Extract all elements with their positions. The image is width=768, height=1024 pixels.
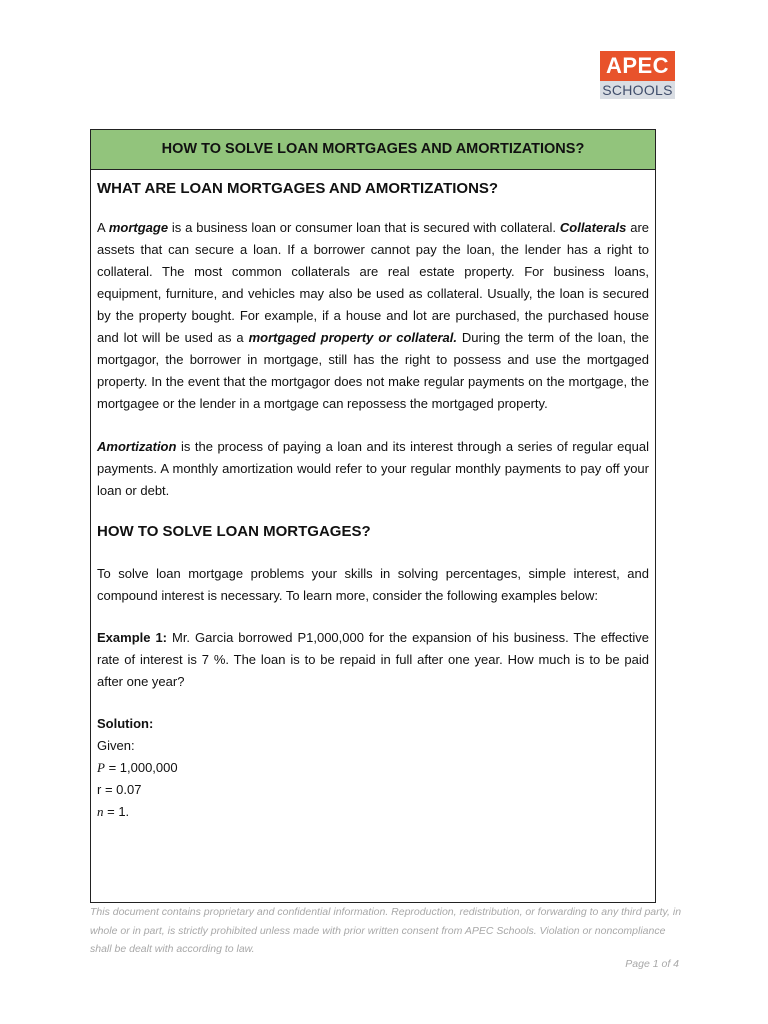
text-run: During the term of the loan, the mortgagor, the borrower in mortgage, still has the right to possess and use the mortgaged property. In the event that the mortgagor does not make regular payments on the mortgage, the mortgagee or the lender in a mortgage can repossess the mortgaged property.	[97, 330, 650, 411]
var-p: P	[97, 760, 105, 775]
solution-block	[97, 713, 649, 823]
section-title-how-to-solve: HOW TO SOLVE LOAN MORTGAGES?	[97, 523, 371, 540]
content-box	[90, 129, 656, 903]
apec-schools-logo	[600, 51, 675, 99]
term-amortization: Amortization	[97, 439, 177, 454]
logo-schools-text: SCHOOLS	[600, 81, 675, 99]
given-p	[97, 757, 649, 779]
section-title-what-are: WHAT ARE LOAN MORTGAGES AND AMORTIZATIONS?	[97, 180, 499, 197]
var-n: n	[97, 804, 104, 819]
intro-paragraph: To solve loan mortgage problems your skills in solving percentages, simple interest, and compound interest is necessary. To learn more, consider the following examples below:	[97, 566, 649, 603]
example-paragraph	[97, 627, 649, 693]
term-mortgaged-property: mortgaged property or collateral.	[248, 330, 457, 345]
solution-label: Solution:	[97, 716, 154, 731]
text-run: are assets that can secure a loan. If a borrower cannot pay the loan, the lender has a right to collateral. The most common collaterals are real estate property. For business loans, equipment, furniture, and vehicles may also be used as collateral. Usually, the loan is secured by the property bought. For example, if a house and lot are purchased, the purchased house and lot will be used as a	[97, 220, 649, 345]
given-n	[97, 801, 649, 823]
text-run: = 1,000,000	[104, 760, 178, 775]
term-mortgage: mortgage	[108, 220, 169, 235]
given-label: Given:	[97, 738, 135, 753]
amortization-paragraph	[97, 436, 649, 502]
confidentiality-notice: This document contains proprietary and confidential information. Reproduction, redistribution, or forwarding to any third party, in whole or in part, is strictly prohibited unless made with prior written consent from APEC Schools. Violation or noncompliance shall be dealt with according to law.	[90, 906, 682, 955]
example-label: Example 1:	[97, 630, 168, 645]
given-r: r = 0.07	[97, 782, 142, 797]
content-body	[91, 178, 655, 823]
text-run: is the process of paying a loan and its interest through a series of regular equal payments. A monthly amortization would refer to your regular monthly payments to pay off your loan or debt.	[97, 439, 649, 498]
document-title: HOW TO SOLVE LOAN MORTGAGES AND AMORTIZATIONS?	[91, 130, 655, 170]
text-run: Mr. Garcia borrowed P1,000,000 for the expansion of his business. The effective rate of interest is 7 %. The loan is to be repaid in full after one year. How much is to be paid after one year?	[97, 630, 649, 689]
text-run: = 1.	[103, 804, 130, 819]
text-run: is a business loan or consumer loan that is secured with collateral.	[168, 220, 560, 235]
mortgage-paragraph	[97, 217, 649, 415]
text-run: A	[97, 220, 109, 235]
page-number: Page 1 of 4	[625, 958, 679, 970]
term-collaterals: Collaterals	[559, 220, 627, 235]
logo-apec-text: APEC	[600, 51, 675, 81]
